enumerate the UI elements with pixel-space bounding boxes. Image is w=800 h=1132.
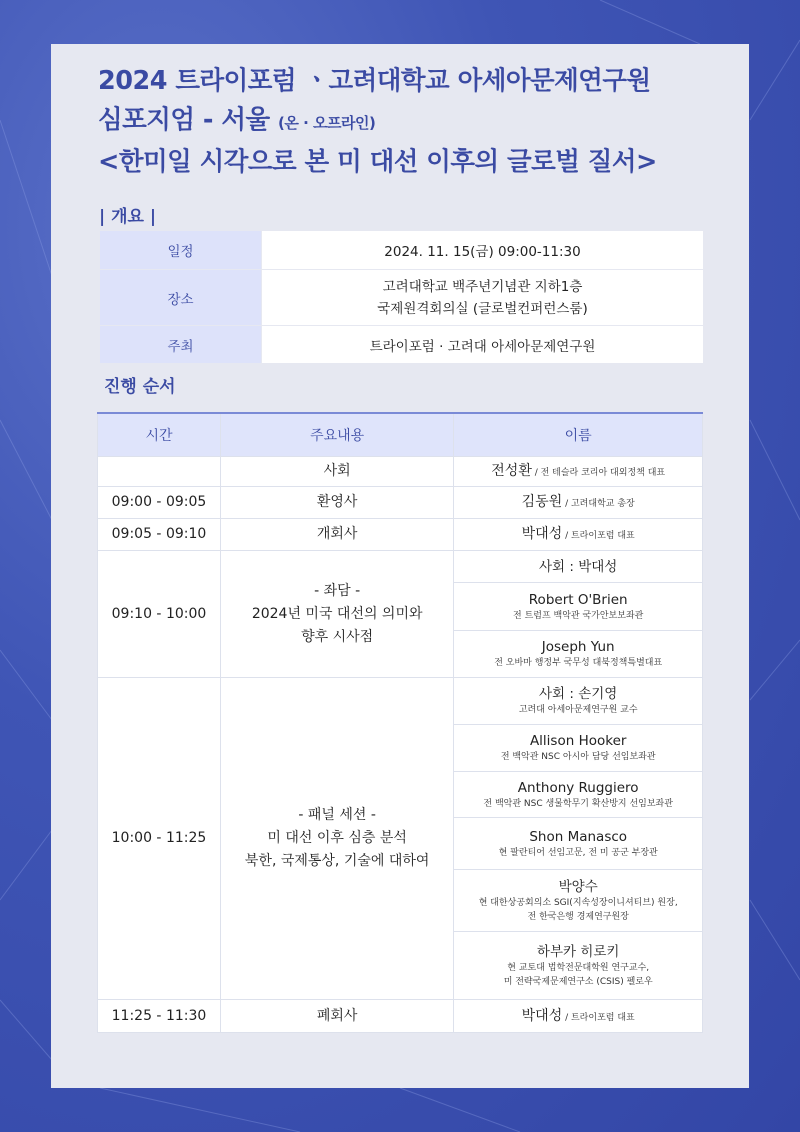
- person-name: 사회 : 박대성: [539, 558, 618, 575]
- content-line: - 좌담 -: [314, 582, 361, 599]
- content-cell: 폐회사: [220, 1000, 453, 1033]
- person-desc: 현 대한상공회의소 SGI(지속성장이니셔티브) 원장,: [478, 897, 678, 908]
- name-cell: [454, 631, 703, 678]
- overview-value-line: 국제원격회의실 (글로벌컨퍼런스룸): [377, 300, 588, 317]
- content-line: 북한, 국제통상, 기술에 대하여: [244, 853, 430, 869]
- time-cell: [98, 457, 221, 487]
- name-cell: [454, 519, 703, 551]
- overview-value: [262, 270, 704, 326]
- title-line-2-main: 심포지엄 - 서울: [98, 105, 279, 135]
- name-cell: [454, 457, 703, 487]
- person-name: 박양수: [558, 878, 598, 895]
- overview-table: [99, 230, 704, 364]
- overview-key: 장소: [100, 270, 262, 326]
- person-name: Allison Hooker: [529, 733, 627, 749]
- content-cell: [220, 551, 453, 678]
- time-cell: 10:00 - 11:25: [98, 678, 221, 1000]
- person-desc: 전 트럼프 백악관 국가안보보좌관: [513, 610, 644, 621]
- person-name: 박대성: [521, 526, 563, 542]
- program-table: [97, 412, 703, 1033]
- person-desc: 고려대 아세아문제연구원 교수: [518, 705, 638, 715]
- content-line: 향후 시사점: [301, 628, 374, 645]
- overview-row: [100, 326, 704, 364]
- person-name: 사회 : 손기영: [539, 686, 618, 702]
- time-cell: 11:25 - 11:30: [98, 1000, 221, 1033]
- content-cell: [220, 678, 453, 1000]
- name-cell: [454, 818, 703, 870]
- header-name: 이름: [454, 413, 703, 457]
- name-cell: [454, 551, 703, 583]
- table-row: [98, 551, 703, 583]
- name-cell: [454, 1000, 703, 1033]
- table-row: [98, 519, 703, 551]
- content-line: 2024년 미국 대선의 의미와: [251, 605, 423, 622]
- person-name: 박대성: [521, 1007, 563, 1024]
- person-desc: 전 백악관 NSC 생물학무기 확산방지 선임보좌관: [483, 798, 673, 809]
- name-cell: [454, 487, 703, 519]
- person-desc: 전 백악관 NSC 아시아 담당 선임보좌관: [500, 752, 656, 762]
- person-desc: / 트라이포럼 대표: [562, 1012, 635, 1023]
- person-desc: / 고려대학교 총장: [562, 499, 635, 509]
- event-title: [98, 62, 738, 182]
- program-heading: 진행 순서: [104, 377, 176, 397]
- person-name: Shon Manasco: [529, 828, 628, 845]
- overview-value-line: 트라이포럼 · 고려대 아세아문제연구원: [369, 338, 596, 355]
- name-cell: [454, 870, 703, 932]
- content-cell: 환영사: [220, 487, 453, 519]
- content-line: 미 대선 이후 심층 분석: [267, 830, 407, 846]
- name-cell: [454, 725, 703, 772]
- person-desc: 전 오바마 행정부 국무성 대북정책특별대표: [494, 658, 663, 668]
- overview-row: [100, 231, 704, 270]
- title-line-3: <한미일 시각으로 본 미 대선 이후의 글로벌 질서>: [98, 147, 657, 177]
- document-card: [51, 44, 749, 1088]
- name-cell: [454, 678, 703, 725]
- time-cell: 09:00 - 09:05: [98, 487, 221, 519]
- title-line-2: [98, 101, 738, 143]
- table-row: [98, 487, 703, 519]
- overview-value: [262, 231, 704, 270]
- overview-heading: | 개요 |: [99, 207, 157, 227]
- person-name: 하부카 히로키: [536, 943, 620, 960]
- time-cell: 09:05 - 09:10: [98, 519, 221, 551]
- content-cell: 사회: [220, 457, 453, 487]
- time-cell: 09:10 - 10:00: [98, 551, 221, 678]
- title-line-2-small: (온 · 오프라인): [278, 114, 376, 132]
- person-desc: 미 전략국제문제연구소 (CSIS) 펠로우: [503, 976, 653, 987]
- person-name: Anthony Ruggiero: [517, 779, 639, 796]
- program-header-row: [98, 413, 703, 457]
- table-row: [98, 457, 703, 487]
- person-name: Robert O'Brien: [528, 591, 628, 608]
- person-name: 전성환: [491, 463, 532, 479]
- person-name: 김동원: [521, 494, 563, 510]
- title-line-1: 2024 트라이포럼 ㆍ고려대학교 아세아문제연구원: [98, 66, 651, 96]
- person-desc: / 트라이포럼 대표: [562, 531, 635, 541]
- content-cell: 개회사: [220, 519, 453, 551]
- name-cell: [454, 772, 703, 818]
- overview-value-line: 고려대학교 백주년기념관 지하1층: [382, 278, 583, 295]
- name-cell: [454, 583, 703, 631]
- person-desc: 현 교토대 법학전문대학원 연구교수,: [507, 962, 650, 973]
- content-line: - 패널 세션 -: [298, 807, 376, 823]
- overview-row: [100, 270, 704, 326]
- overview-value-line: 2024. 11. 15(금) 09:00-11:30: [384, 244, 581, 260]
- table-row: [98, 1000, 703, 1033]
- person-name: Joseph Yun: [541, 639, 615, 655]
- person-desc: / 전 테슬라 코리아 대외정책 대표: [531, 468, 666, 478]
- overview-value: [262, 326, 704, 364]
- person-desc: 현 팔란티어 선임고문, 전 미 공군 부장관: [498, 847, 658, 858]
- table-row: [98, 678, 703, 725]
- name-cell: [454, 932, 703, 1000]
- person-desc: 전 한국은행 경제연구원장: [527, 911, 629, 922]
- header-time: 시간: [98, 413, 221, 457]
- overview-key: 일정: [100, 231, 262, 270]
- overview-key: 주최: [100, 326, 262, 364]
- header-content: 주요내용: [220, 413, 453, 457]
